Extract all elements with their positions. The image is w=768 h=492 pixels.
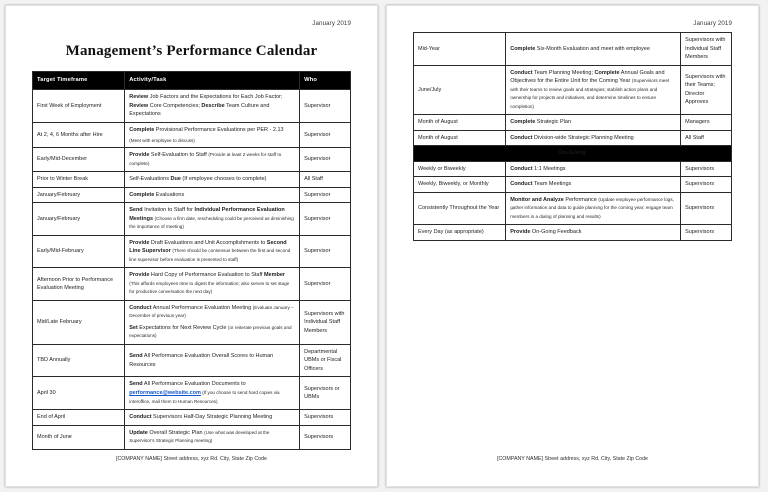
cell-target-timeframe: First Week of Employment xyxy=(33,89,125,122)
cell-who: Supervisor xyxy=(300,235,351,268)
cell-activity-task xyxy=(506,177,681,193)
cell-activity-task xyxy=(125,172,300,188)
task-note: (or reiterate previous goals and expectations) xyxy=(129,324,292,339)
cell-who: Supervisors with their Teams; Director Approves xyxy=(681,65,732,115)
table-row xyxy=(33,410,351,426)
table-row xyxy=(414,115,732,131)
task-keyword: Describe xyxy=(201,102,225,109)
cell-activity-task xyxy=(125,235,300,268)
task-keyword: Second Line Supervisor xyxy=(129,239,287,255)
cell-activity-task xyxy=(506,225,681,241)
task-text: Expectations for Next Review Cycle xyxy=(137,324,228,331)
task-text: Self-Evaluation to Staff xyxy=(149,152,209,159)
task-text: Team Meetings xyxy=(532,181,572,188)
table-row xyxy=(414,65,732,115)
cell-who: Supervisors xyxy=(681,225,732,241)
table-row xyxy=(33,344,351,377)
task-text: Supervisors Half-Day Strategic Planning Meeting xyxy=(151,414,273,421)
page1-date: January 2019 xyxy=(312,20,351,27)
task-note: (Supervisors meet with their teams to review goals and strategies; stablish action plans and ownership for projects and initiatives, and determine timelines to ensure completion) xyxy=(510,78,670,109)
task-text: All Performance Evaluation Overall Scores to Human Resources xyxy=(129,353,274,368)
table-row xyxy=(33,377,351,410)
task-text: Division-wide Strategic Planning Meeting xyxy=(532,134,634,141)
task-keyword: Provide xyxy=(129,152,150,159)
cell-target-timeframe: Early/Mid-February xyxy=(33,235,125,268)
cell-target-timeframe: January/February xyxy=(33,187,125,203)
task-keyword: Send xyxy=(129,353,143,360)
cell-who: Supervisors xyxy=(300,410,351,426)
task-keyword: Provide xyxy=(129,272,150,279)
cell-activity-task xyxy=(125,344,300,377)
cell-activity-task xyxy=(125,89,300,122)
cell-activity-task xyxy=(125,410,300,426)
task-note: (There should be consensus between the first and second line supervisor before evaluation is presented to staff) xyxy=(129,248,291,262)
task-keyword: Member xyxy=(263,272,286,279)
task-text: Team Planning Meeting; xyxy=(532,69,595,76)
performance-calendar-table-page2 xyxy=(413,32,732,241)
cell-activity-task xyxy=(125,203,300,236)
table-body-page1 xyxy=(33,89,351,449)
task-text: On-Going Feedback xyxy=(530,229,582,236)
table-row xyxy=(33,203,351,236)
performance-calendar-table-page1 xyxy=(32,71,351,450)
task-text: Performance xyxy=(563,196,599,203)
cell-who: Supervisor xyxy=(300,268,351,301)
task-keyword: Conduct xyxy=(510,165,533,172)
cell-activity-task xyxy=(506,115,681,131)
task-text: Strategic Plan xyxy=(535,119,572,126)
cell-activity-task xyxy=(506,192,681,225)
task-text: All Performance Evaluation Documents to xyxy=(142,381,246,388)
cell-who: Supervisors xyxy=(681,192,732,225)
table-row xyxy=(33,425,351,449)
task-note: (Provide at least 2 weeks for staff to complete) xyxy=(129,152,282,166)
task-text: Hard Copy of Performance Evaluation to Staff xyxy=(149,272,264,279)
table-row xyxy=(33,122,351,148)
task-note: (This affords employees time to digest the information; also serves to set stage for productive conversation the next day) xyxy=(129,280,290,295)
task-text: Annual Goals and Objectives for the Entire Unit for the Coming Year xyxy=(510,69,665,85)
task-keyword: Provide xyxy=(510,229,531,236)
cell-who: All Staff xyxy=(681,130,732,146)
cell-activity-task xyxy=(125,148,300,172)
table-row xyxy=(414,225,732,241)
cell-who: Supervisor xyxy=(300,89,351,122)
document-page-1 xyxy=(5,5,378,487)
cell-target-timeframe: Month of August xyxy=(414,130,506,146)
cell-target-timeframe: Month of June xyxy=(33,425,125,449)
cell-who: Departmental UBMs or Fiscal Officers xyxy=(300,344,351,377)
cell-who: Supervisor xyxy=(300,122,351,148)
task-keyword: Conduct xyxy=(510,134,533,141)
table-row xyxy=(414,177,732,193)
task-keyword: Complete xyxy=(129,191,155,198)
task-keyword: Complete xyxy=(510,45,536,52)
task-note: (If you choose to send hard copies via interoffice, mail them to Human Resources) xyxy=(129,389,280,404)
task-keyword: Review xyxy=(129,102,149,109)
task-note: (Evaluate January – December of previous year) xyxy=(129,304,294,319)
page2-date: January 2019 xyxy=(693,20,732,27)
cell-target-timeframe: Weekly, Biweekly, or Monthly xyxy=(414,177,506,193)
task-keyword: Conduct xyxy=(510,69,533,76)
task-text: Overall Strategic Plan xyxy=(147,429,205,436)
cell-target-timeframe: January/February xyxy=(33,203,125,236)
cell-target-timeframe: Every Day (as appropriate) xyxy=(414,225,506,241)
page1-footer: [COMPANY NAME] Street address, xyz Rd. City, State Zip Code xyxy=(115,456,267,462)
cell-target-timeframe: Consistently Throughout the Year xyxy=(414,192,506,225)
table-row xyxy=(414,192,732,225)
table-row xyxy=(414,33,732,66)
table-row xyxy=(33,187,351,203)
cell-who: Managers xyxy=(681,115,732,131)
task-text: Invitation to Staff for xyxy=(142,207,195,214)
task-keyword: Send xyxy=(129,381,143,388)
page2-footer: [COMPANY NAME] Street address, xyz Rd. City, State Zip Code xyxy=(496,456,648,462)
column-header-activity: Activity/Task xyxy=(125,72,300,90)
cell-who: Supervisors xyxy=(681,161,732,177)
table-row xyxy=(33,268,351,301)
cell-activity-task xyxy=(506,161,681,177)
task-keyword: Conduct xyxy=(129,414,152,421)
cell-who: Supervisors with Individual Staff Members xyxy=(681,33,732,66)
task-keyword: Complete xyxy=(129,126,155,133)
cell-who: Supervisors xyxy=(681,177,732,193)
task-keyword: Send xyxy=(129,207,143,214)
task-text: Draft Evaluations and Unit Accomplishments to xyxy=(149,239,267,246)
cell-target-timeframe: Early/Mid-December xyxy=(33,148,125,172)
cell-activity-task xyxy=(506,33,681,66)
cell-activity-task xyxy=(506,130,681,146)
cell-activity-task xyxy=(506,65,681,115)
cell-target-timeframe: Mid/Late February xyxy=(33,300,125,344)
table-header-row xyxy=(33,72,351,90)
cell-who: Supervisors or UBMs xyxy=(300,377,351,410)
table-row xyxy=(414,130,732,146)
task-note: (Use what was developed at the Supervisor’s Strategic Planning meeting) xyxy=(129,429,270,444)
task-text: (If employee chooses to complete) xyxy=(180,176,267,183)
cell-activity-task xyxy=(125,122,300,148)
cell-target-timeframe: Mid-Year xyxy=(414,33,506,66)
cell-target-timeframe: Month of August xyxy=(414,115,506,131)
task-text: 1:1 Meetings xyxy=(532,165,566,172)
task-keyword: Complete xyxy=(510,119,536,126)
page-title: Management’s Performance Calendar xyxy=(65,43,318,59)
cell-who: Supervisors xyxy=(300,425,351,449)
task-keyword: Complete xyxy=(594,69,620,76)
cell-activity-task xyxy=(125,425,300,449)
cell-who: Supervisor xyxy=(300,203,351,236)
cell-target-timeframe: June/July xyxy=(414,65,506,115)
table-row xyxy=(33,89,351,122)
table-body-page2 xyxy=(414,33,732,241)
table-row xyxy=(33,172,351,188)
cell-activity-task xyxy=(125,187,300,203)
table-row xyxy=(33,235,351,268)
table-row xyxy=(33,148,351,172)
column-header-who: Who xyxy=(300,72,351,90)
task-note: (Meet with employee to discuss) xyxy=(129,138,195,144)
task-text: Core Competencies; xyxy=(148,102,202,109)
table-row xyxy=(33,300,351,344)
column-header-timeframe: Target Timeframe xyxy=(33,72,125,90)
task-text: Job Factors and the Expectations for Each Job Factor; xyxy=(148,93,283,100)
cell-activity-task xyxy=(125,377,300,410)
cell-who: Supervisors with Individual Staff Members xyxy=(300,300,351,344)
task-keyword: Update xyxy=(129,429,148,436)
cell-target-timeframe: Prior to Winter Break xyxy=(33,172,125,188)
cell-target-timeframe: End of April xyxy=(33,410,125,426)
email-link[interactable]: performance@website.com xyxy=(129,389,201,396)
task-keyword: Conduct xyxy=(129,304,152,311)
cell-who: Supervisor xyxy=(300,187,351,203)
task-text: Evaluations xyxy=(154,191,185,198)
cell-activity-task xyxy=(125,268,300,301)
table-row xyxy=(414,161,732,177)
cell-who: Supervisor xyxy=(300,148,351,172)
task-note: (Update employee performance logs, gather information and data to guide planning for the coming year; engage team members in a dialog of planning and results) xyxy=(510,196,674,219)
cell-target-timeframe: Weekly or Biweekly xyxy=(414,161,506,177)
task-text: Six-Month Evaluation and meet with employee xyxy=(535,45,650,52)
cell-activity-task xyxy=(125,300,300,344)
task-text: Self-Evaluations xyxy=(129,176,171,183)
task-keyword: Provide xyxy=(129,239,150,246)
cell-who: All Staff xyxy=(300,172,351,188)
task-text: Annual Performance Evaluation Meeting xyxy=(151,304,253,311)
section-header-ongoing xyxy=(414,146,732,162)
cell-target-timeframe: TBD Annually xyxy=(33,344,125,377)
task-keyword: Conduct xyxy=(510,181,533,188)
task-note: (Choose a firm date, rescheduling could be perceived as diminishing the importance of meeting) xyxy=(129,215,294,230)
task-text: Provisional Performance Evaluations per PER - 2.13 xyxy=(154,126,284,133)
task-keyword: Set xyxy=(129,324,138,331)
task-keyword: Individual Performance Evaluation Meetings xyxy=(129,207,285,222)
task-keyword: Due xyxy=(170,176,181,183)
task-keyword: Monitor and Analyze xyxy=(510,196,564,203)
task-keyword: Review xyxy=(129,93,149,100)
cell-target-timeframe: Afternoon Prior to Performance Evaluation Meeting xyxy=(33,268,125,301)
document-page-2 xyxy=(386,5,759,487)
section-header-label: On-Going xyxy=(414,146,732,162)
task-text: Team Culture and Expectations xyxy=(129,102,270,118)
cell-target-timeframe: At 2, 4, 6 Months after Hire xyxy=(33,122,125,148)
cell-target-timeframe: April 30 xyxy=(33,377,125,410)
